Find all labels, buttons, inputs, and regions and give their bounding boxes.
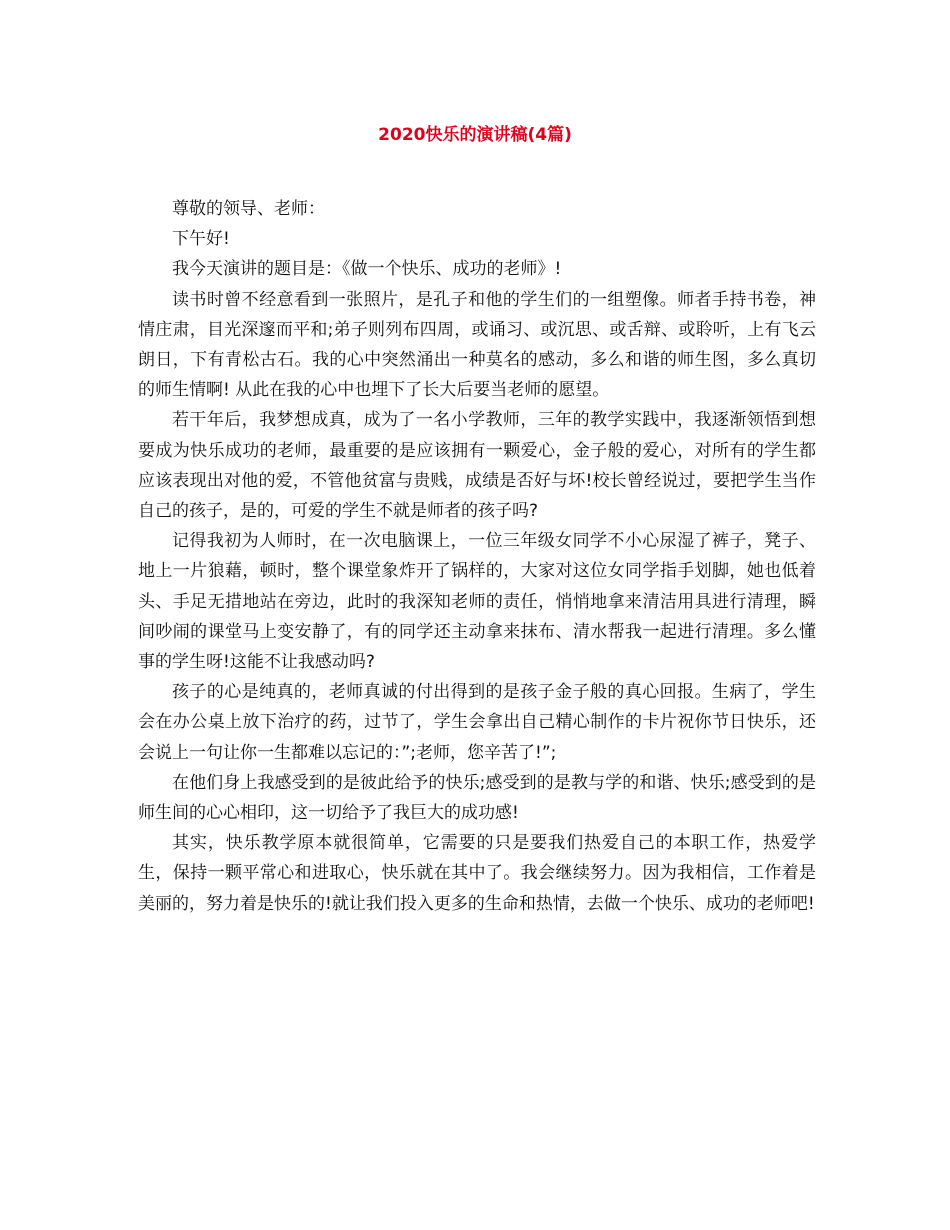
body-paragraph: 若干年后，我梦想成真，成为了一名小学教师，三年的教学实践中，我逐渐领悟到想要成为快乐成功的老师，最重要的是应该拥有一颗爱心，金子般的爱心，对所有的学生都应该表现出对他的爱，不管他贫富与贵贱，成绩是否好与坏!校长曾经说过，要把学生当作自己的孩子，是的，可爱的学生不就是师者的孩子吗? — [138, 410, 816, 522]
document-body — [138, 194, 816, 919]
body-paragraph: 在他们身上我感受到的是彼此给予的快乐;感受到的是教与学的和谐、快乐;感受到的是师生间的心心相印，这一切给予了我巨大的成功感! — [138, 772, 816, 824]
salutation: 尊敬的领导、老师： — [172, 199, 325, 219]
body-paragraph: 孩子的心是纯真的，老师真诚的付出得到的是孩子金子般的真心回报。生病了，学生会在办公桌上放下治疗的药，过节了，学生会拿出自己精心制作的卡片祝你节日快乐，还会说上一句让你一生都难以忘记的：”;老师，您辛苦了!”; — [138, 682, 816, 763]
greeting: 下午好! — [172, 229, 230, 250]
document-title: 2020快乐的演讲稿(4篇) — [378, 125, 572, 145]
closing-paragraph: 其实，快乐教学原本就很简单，它需要的只是要我们热爱自己的本职工作，热爱学生，保持一颗平常心和进取心，快乐就在其中了。我会继续努力。因为我相信，工作着是美丽的，努力着是快乐的!就让我们投入更多的生命和热情，去做一个快乐、成功的老师吧! — [138, 833, 816, 914]
body-paragraph: 记得我初为人师时，在一次电脑课上，一位三年级女同学不小心尿湿了裤子，凳子、地上一片狼藉，顿时，整个课堂象炸开了锅样的，大家对这位女同学指手划脚，她也低着头、手足无措地站在旁边，此时的我深知老师的责任，悄悄地拿来清洁用具进行清理，瞬间吵闹的课堂马上变安静了，有的同学还主动拿来抹布、清水帮我一起进行清理。多么懂事的学生呀!这能不让我感动吗? — [138, 531, 816, 673]
speech-topic: 我今天演讲的题目是：《做一个快乐、成功的老师》! — [172, 259, 562, 280]
body-paragraph: 读书时曾不经意看到一张照片，是孔子和他的学生们的一组塑像。师者手持书卷，神情庄肃，目光深邃而平和;弟子则列布四周，或诵习、或沉思、或舌辩、或聆听，上有飞云朗日，下有青松古石。我的心中突然涌出一种莫名的感动，多么和谐的师生图，多么真切的师生情啊! 从此在我的心中也埋下了长大后要当老师的愿望。 — [138, 289, 816, 401]
